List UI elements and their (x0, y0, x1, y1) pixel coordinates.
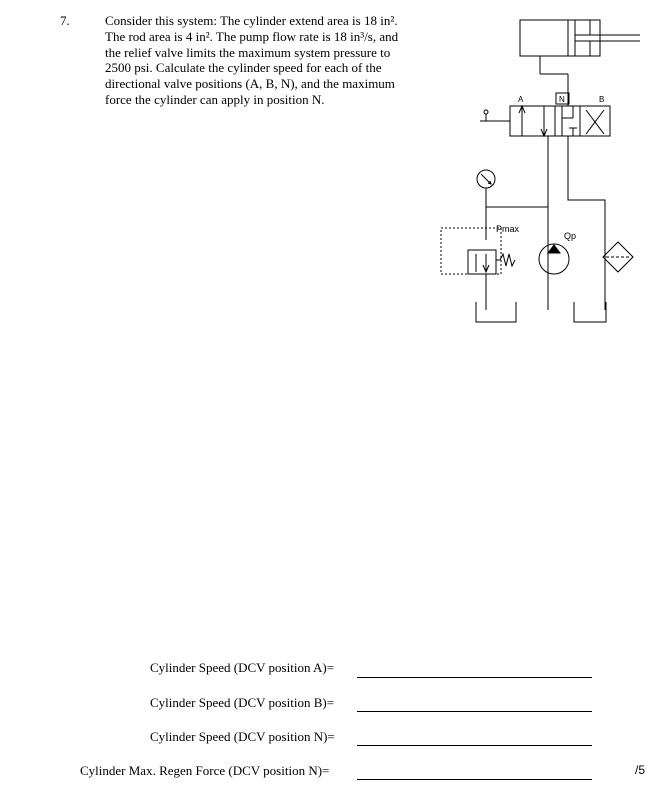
answer-label: Cylinder Speed (DCV position A)= (150, 660, 335, 675)
reservoir-right (574, 302, 606, 322)
question-number: 7. (60, 13, 70, 28)
question-line: directional valve positions (A, B, N), and the maximum (105, 76, 395, 92)
question-line: force the cylinder can apply in position N. (105, 91, 325, 107)
answer-label: Cylinder Speed (DCV position B)= (150, 695, 335, 710)
question-line: the relief valve limits the maximum system pressure to (105, 44, 391, 60)
position-label-b: B (599, 95, 605, 104)
question-text (105, 13, 445, 108)
tank-return-line (568, 136, 605, 310)
relief-valve (441, 207, 515, 310)
answer-label: Cylinder Max. Regen Force (DCV position N)= (80, 763, 330, 778)
position-label-n: N (559, 95, 565, 104)
directional-control-valve (480, 106, 610, 136)
qp-label: Qp (564, 231, 577, 241)
answer-line[interactable] (357, 779, 592, 780)
question-line: The rod area is 4 in². The pump flow rate is 18 in³/s, and (105, 28, 399, 44)
answer-line[interactable] (357, 745, 592, 746)
score-label: /5 (634, 763, 645, 777)
hydraulic-circuit-diagram (440, 10, 657, 350)
filter (603, 242, 633, 272)
question-line: Consider this system: The cylinder extend area is 18 in². (105, 13, 398, 28)
answer-line[interactable] (357, 711, 592, 712)
answer-label: Cylinder Speed (DCV position N)= (150, 729, 335, 744)
question-line: 2500 psi. Calculate the cylinder speed for each of the (105, 60, 382, 76)
pump (539, 244, 569, 310)
reservoir-left (476, 302, 516, 322)
position-label-a: A (518, 95, 524, 104)
pmax-label: Pmax (496, 224, 520, 234)
hydraulic-cylinder (520, 20, 640, 56)
pressure-gauge (477, 170, 548, 207)
answer-line[interactable] (357, 677, 592, 678)
